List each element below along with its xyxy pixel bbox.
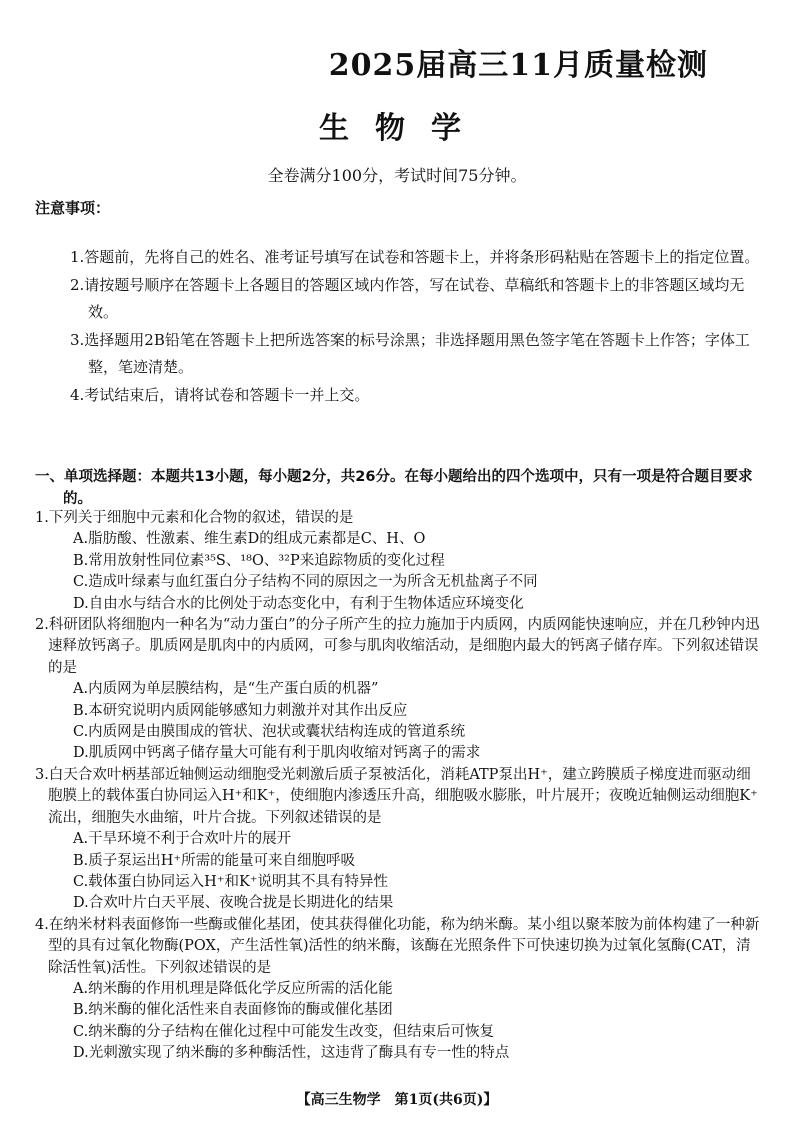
option-b: B.纳米酶的催化活性来自表面修饰的酶或催化基团 [73, 1002, 393, 1019]
notice-item: 2.请按题号顺序在答题卡上各题目的答题区域内作答，写在试卷、草稿纸和答题卡上的非答题区域均无效。 [70, 276, 745, 321]
option-d: D.合欢叶片白天平展、夜晚合拢是长期进化的结果 [73, 895, 394, 912]
option-b: B.质子泵运出H⁺所需的能量可来自细胞呼吸 [73, 852, 356, 869]
option-d: D.光刺激实现了纳米酶的多种酶活性，这违背了酶具有专一性的特点 [73, 1045, 510, 1062]
section-heading: 一、单项选择题：本题共13小题，每小题2分，共26分。在每小题给出的四个选项中，只有一项是符合题目要求的。 [35, 469, 753, 507]
option-c: C.纳米酶的分子结构在催化过程中可能发生改变，但结束后可恢复 [73, 1023, 495, 1040]
exam-title: 2025届高三11月质量检测 [328, 48, 708, 83]
exam-info: 全卷满分100分，考试时间75分钟。 [267, 166, 527, 185]
question-2 [35, 615, 765, 765]
question-stem: 3.白天合欢叶柄基部近轴侧运动细胞受光刺激后质子泵被活化，消耗ATP泵出H⁺，建立跨膜质子梯度进而驱动细胞膜上的载体蛋白协同运入H⁺和K⁺，使细胞内渗透压升高，细胞吸水膨胀，叶片展开；夜晚近轴侧运动细胞K⁺流出，细胞失水曲缩，叶片合拢。下列叙述错误的是 [35, 766, 758, 826]
option-a: A.内质网为单层膜结构，是“生产蛋白质的机器” [73, 681, 379, 698]
option-a: A.纳米酶的作用机理是降低化学反应所需的活化能 [73, 980, 393, 997]
question-1 [35, 508, 765, 615]
option-d: D.自由水与结合水的比例处于动态变化中，有利于生物体适应环境变化 [73, 595, 524, 612]
option-c: C.造成叶绿素与血红蛋白分子结构不同的原因之一为所含无机盐离子不同 [73, 574, 538, 591]
question-list [35, 508, 765, 1065]
option-b: B.本研究说明内质网能够感知力刺激并对其作出反应 [73, 702, 408, 719]
option-d: D.肌质网中钙离子储存量大可能有利于肌肉收缩对钙离子的需求 [73, 745, 481, 762]
option-list [35, 529, 765, 615]
notice-heading: 注意事项： [35, 199, 111, 217]
question-stem: 4.在纳米材料表面修饰一些酶或催化基团，使其获得催化功能，称为纳米酶。某小组以聚苯胺为前体构建了一种新型的具有过氧化物酶(POX，产生活性氧)活性的纳米酶，该酶在光照条件下可快速切换为过氧化氢酶(CAT，清除活性氧)活性。下列叙述错误的是 [35, 916, 760, 976]
question-stem: 2.科研团队将细胞内一种名为“动力蛋白”的分子所产生的拉力施加于内质网，内质网能快速响应，并在几秒钟内迅速释放钙离子。肌质网是肌肉中的内质网，可参与肌肉收缩活动，是细胞内最大的钙离子储存库。下列叙述错误的是 [35, 617, 760, 676]
option-c: C.内质网是由膜围成的管状、泡状或囊状结构连成的管道系统 [73, 724, 466, 741]
subject-title: 生物学 [319, 111, 487, 146]
option-a: A.脂肪酸、性激素、维生素D的组成元素都是C、H、O [73, 531, 426, 548]
notice-list [70, 244, 770, 410]
question-stem: 1.下列关于细胞中元素和化合物的叙述，错误的是 [35, 510, 354, 526]
option-list [35, 829, 765, 915]
question-4 [35, 915, 765, 1065]
notice-item: 1.答题前，先将自己的姓名、准考证号填写在试卷和答题卡上，并将条形码粘贴在答题卡上的指定位置。 [70, 248, 760, 266]
question-3 [35, 765, 765, 915]
page-footer [0, 1089, 794, 1109]
option-a: A.干旱环境不利于合欢叶片的展开 [73, 831, 292, 848]
footer-page-info: 【高三生物学 第1页(共6页)】 [296, 1092, 498, 1108]
option-b: B.常用放射性同位素³⁵S、¹⁸O、³²P来追踪物质的变化过程 [73, 552, 445, 569]
option-c: C.载体蛋白协同运入H⁺和K⁺说明其不具有特异性 [73, 873, 388, 890]
notice-item: 3.选择题用2B铅笔在答题卡上把所选答案的标号涂黑；非选择题用黑色签字笔在答题卡上作答；字体工整，笔迹清楚。 [70, 331, 750, 376]
option-list [35, 979, 765, 1065]
notice-item: 4.考试结束后，请将试卷和答题卡一并上交。 [70, 386, 370, 404]
option-list [35, 679, 765, 765]
